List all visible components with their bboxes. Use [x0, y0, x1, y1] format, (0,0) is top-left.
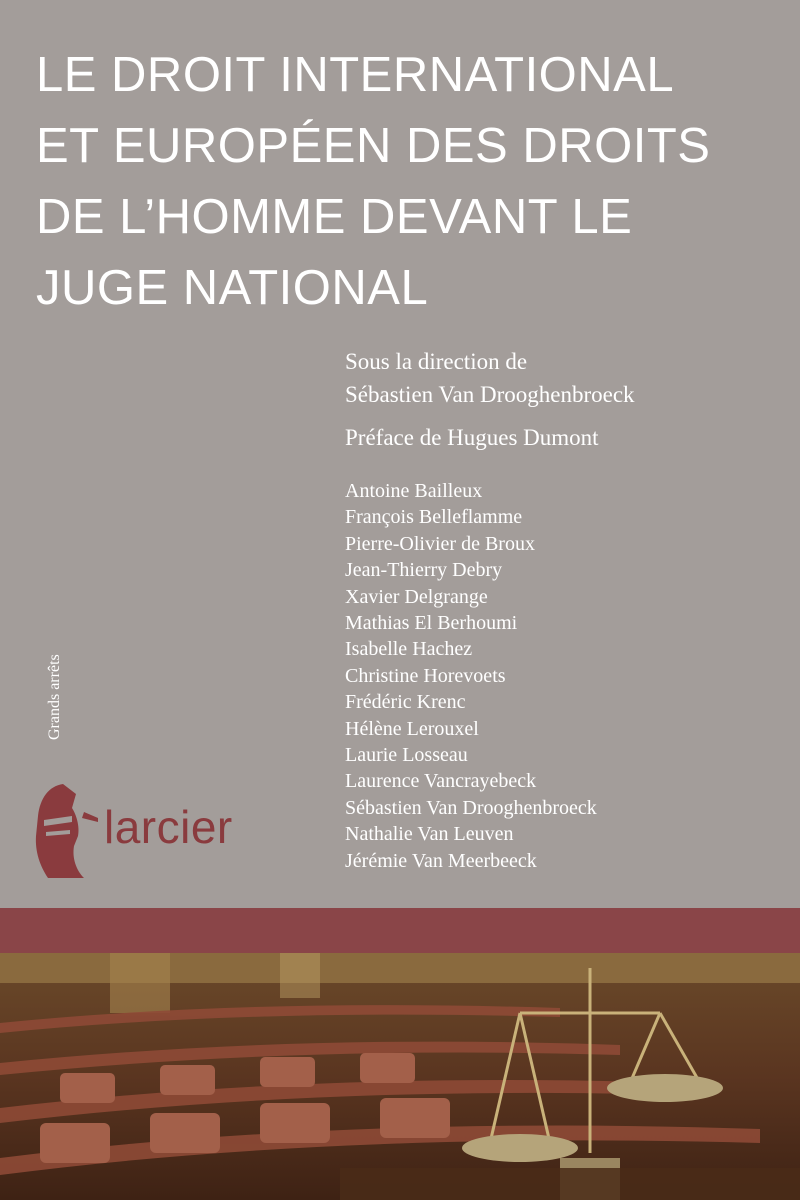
editorial-credits: [345, 345, 785, 454]
author-name: Hélène Lerouxel: [345, 717, 479, 740]
book-title: [36, 40, 776, 324]
color-band: [0, 908, 800, 953]
title-line: ET EUROPÉEN DES DROITS: [36, 119, 711, 173]
preface-credit: Préface de Hugues Dumont: [345, 425, 599, 450]
author-name: Antoine Bailleux: [345, 480, 483, 502]
author-name: Laurie Losseau: [345, 744, 468, 767]
knight-helmet-icon: [32, 782, 102, 882]
title-line: DE L’HOMME DEVANT LE: [36, 190, 633, 244]
director-name: Sébastien Van Drooghenbroeck: [345, 382, 635, 407]
author-list: [345, 478, 785, 874]
title-line: LE DROIT INTERNATIONAL: [36, 48, 675, 102]
author-name: Christine Horevoets: [345, 664, 506, 687]
author-name: Jean-Thierry Debry: [345, 559, 503, 582]
author-name: Pierre-Olivier de Broux: [345, 532, 535, 555]
author-name: Xavier Delgrange: [345, 585, 488, 608]
courtroom-photo: [0, 953, 800, 1200]
author-name: Laurence Vancrayebeck: [345, 770, 537, 793]
publisher-name: larcier: [104, 801, 233, 853]
author-name: Mathias El Berhoumi: [345, 612, 518, 635]
author-name: Jérémie Van Meerbeeck: [345, 849, 537, 872]
author-name: Isabelle Hachez: [345, 638, 473, 661]
series-name: Grands arrêts: [46, 654, 63, 740]
title-line: JUGE NATIONAL: [36, 261, 429, 315]
publisher-logo: [32, 782, 242, 882]
author-name: Nathalie Van Leuven: [345, 823, 514, 846]
author-name: Frédéric Krenc: [345, 691, 466, 714]
author-name: Sébastien Van Drooghenbroeck: [345, 796, 597, 819]
author-name: François Belleflamme: [345, 506, 523, 529]
direction-label: Sous la direction de: [345, 349, 528, 374]
